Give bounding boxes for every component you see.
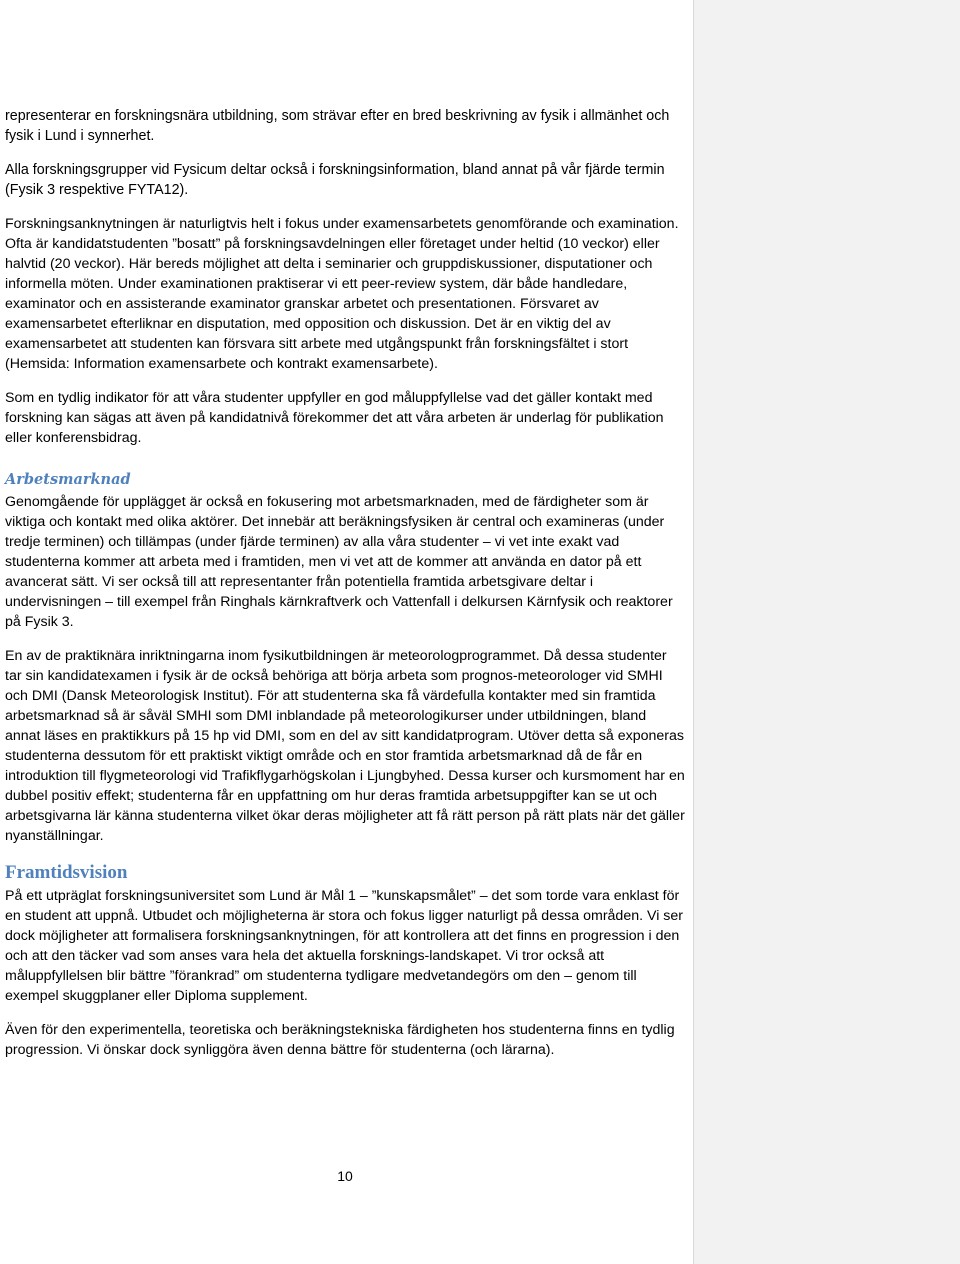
- paragraph-1: representerar en forskningsnära utbildning, som strävar efter en bred beskrivning av fysik i allmänhet och fysik i Lund i synnerhet.: [5, 108, 670, 144]
- paragraph-8: Även för den experimentella, teoretiska och beräkningstekniska färdigheten hos studenterna finns en tydlig progression. Vi önskar dock synliggöra även denna bättre för studenterna (och lärarna).: [5, 1022, 675, 1058]
- paragraph-6: En av de praktiknära inriktningarna inom fysikutbildningen är meteorologprogrammet. Då dessa studenter tar sin kandidatexamen i fysik är de också behöriga att börja arbeta som prognos-meteorologer vid SMHI och DMI (Dansk Meteorologisk Institut). För att studenterna ska få värdefulla kontakter med sin framtida arbetsmarknad så är såväl SMHI som DMI inblandade på meteorologikurser under utbildningen, bland annat läses en praktikkurs på 15 hp vid DMI, som en del av sitt kandidatprogram. Utöver detta så exponeras studenterna dessutom för ett praktiskt viktigt område och en stor framtida arbetsmarknad då de får en introduktion till flygmeteorologi vid Trafikflygarhögskolan i Ljungbyhed. Dessa kurser och kursmoment har en dubbel positiv effekt; studenterna får en uppfattning om hur deras framtida arbetsuppgifter kan se ut och arbetsgivarna lär känna studenterna vilket ökar deras möjligheter att få rätt person på rätt plats när det gäller nyanställningar.: [5, 648, 685, 844]
- paragraph-7: På ett utpräglat forskningsuniversitet som Lund är Mål 1 – ”kunskapsmålet” – det som torde vara enklast för en student att uppnå. Utbudet och möjligheterna är stora och fokus ligger naturligt på dessa områden. Vi ser dock möjligheter att formalisera forskningsanknytningen, för att kontrollera att det finns en progression i den och att den täcker vad som anses vara hela det aktuella forsknings-landskapet. Vi tror också att måluppfyllelsen blir bättre ”förankrad” om studenterna tydligare medvetandegörs om den – genom till exempel skuggplaner eller Diploma supplement.: [5, 888, 683, 1004]
- heading-arbetsmarknad: Arbetsmarknad: [5, 471, 131, 488]
- heading-framtidsvision: Framtidsvision: [5, 862, 128, 883]
- paragraph-5: Genomgående för upplägget är också en fokusering mot arbetsmarknaden, med de färdigheter som är viktiga och kontakt med olika aktörer. Det innebär att beräkningsfysiken är central och examineras (under tredje terminen) och tillämpas (under fjärde terminen) av alla våra studenter – vi vet inte exakt vad studenterna kommer att arbeta med i framtiden, men vi vet att de kommer att använda en dator på ett avancerat sätt. Vi ser också till att representanter från potentiella framtida arbetsgivare deltar i undervisningen – till exempel från Ringhals kärnkraftverk och Vattenfall i delkursen Kärnfysik och reaktorer på Fysik 3.: [5, 494, 673, 630]
- document-page: [5, 106, 685, 1060]
- comment-margin-pane: [693, 0, 960, 1264]
- paragraph-3: Forskningsanknytningen är naturligtvis helt i fokus under examensarbetets genomförande och examination. Ofta är kandidatstudenten ”bosatt” på forskningsavdelningen eller företaget under heltid (10 veckor) eller halvtid (20 veckor). Här bereds möjlighet att delta i seminarier och gruppdiskussioner, disputationer och informella möten. Under examinationen praktiserar vi ett peer-review system, där både handledare, examinator och en assisterande examinator granskar arbetet och presentationen. Försvaret av examensarbetet efterliknar en disputation, med opposition och diskussion. Det är en viktig del av examensarbetet att studenten kan försvara sitt arbete med utgångspunkt från forskningsfältet i stort (Hemsida: Information examensarbete och kontrakt examensarbete).: [5, 216, 679, 372]
- paragraph-2: Alla forskningsgrupper vid Fysicum deltar också i forskningsinformation, bland annat på vår fjärde termin (Fysik 3 respektive FYTA12).: [5, 162, 665, 198]
- page-number: 10: [337, 1168, 353, 1184]
- paragraph-4: Som en tydlig indikator för att våra studenter uppfyller en god måluppfyllelse vad det gäller kontakt med forskning kan sägas att även på kandidatnivå förekommer det att våra arbeten är underlag för publikation eller konferensbidrag.: [5, 390, 664, 446]
